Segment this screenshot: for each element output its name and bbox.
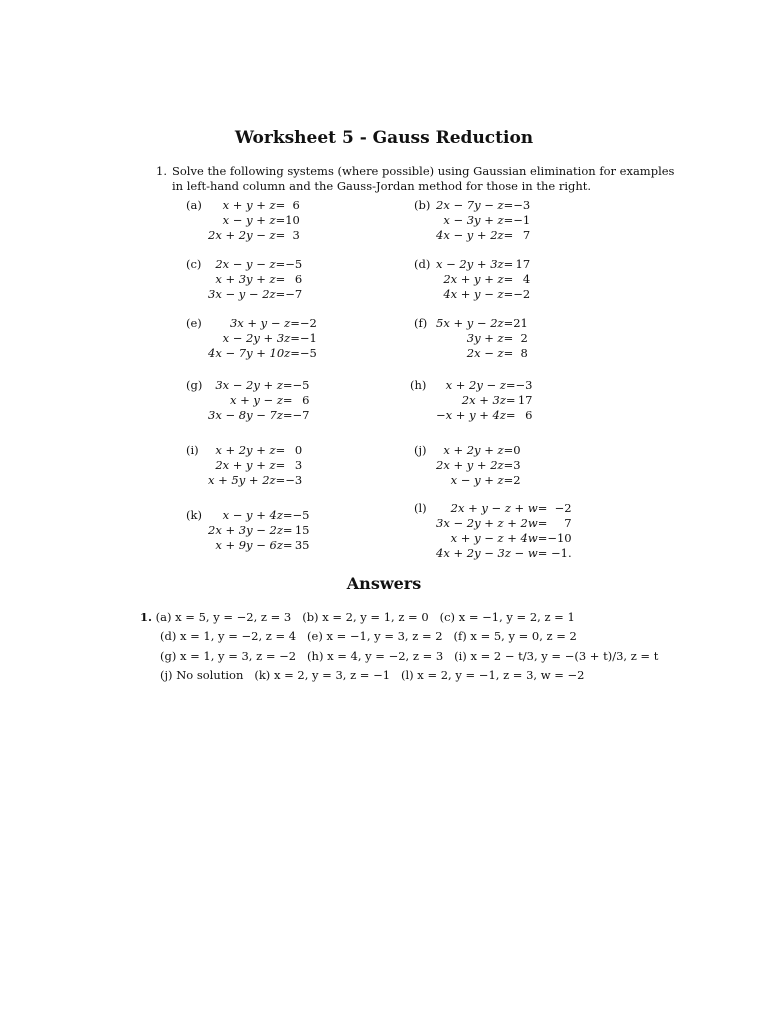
equation-eq: = xyxy=(537,531,548,545)
equation-rhs: 35 xyxy=(294,538,310,552)
equation-row xyxy=(436,378,532,393)
equation-rhs: 4 xyxy=(522,272,531,286)
equation-row xyxy=(436,393,532,408)
equation-eq: = xyxy=(503,458,514,472)
equation-row xyxy=(208,272,302,287)
equation-eq: = xyxy=(275,458,286,472)
equation-lhs: x + y − z xyxy=(229,393,283,407)
equation-lhs: x − 2y + 3z xyxy=(436,257,504,271)
equation-lhs: 5x + y − 2z xyxy=(436,316,504,330)
equation-row xyxy=(208,198,300,213)
equation-eq: = xyxy=(503,287,514,301)
equation-row xyxy=(208,378,309,393)
equation-row xyxy=(436,287,530,302)
equation-eq: = xyxy=(503,346,514,360)
system-label: (j) xyxy=(414,443,427,457)
equation-eq: = xyxy=(505,393,516,407)
equation-rhs: −2 xyxy=(299,316,317,330)
equation-eq: = xyxy=(503,272,514,286)
equation-row xyxy=(436,408,532,423)
equation-rhs: 3 xyxy=(513,458,521,472)
equation-eq: = xyxy=(505,408,516,422)
equation-lhs: 3x − 8y − 7z xyxy=(208,408,283,422)
equation-lhs: 3x + y − z xyxy=(229,316,291,330)
equation-eq: = xyxy=(537,516,548,530)
equation-lhs: 4x + 2y − 3z − w xyxy=(436,546,538,560)
equation-table xyxy=(436,198,530,243)
equation-lhs: −x + y + 4z xyxy=(436,408,506,422)
system-label: (i) xyxy=(186,443,199,457)
system-label: (g) xyxy=(186,378,203,392)
system-label: (a) xyxy=(186,198,202,212)
equation-rhs: 2 xyxy=(513,473,521,487)
equation-table xyxy=(208,257,302,302)
equation-lhs: 2x + y + 2z xyxy=(436,458,504,472)
equation-rhs: 6 xyxy=(294,272,303,286)
equation-lhs: x + 3y + z xyxy=(215,272,276,286)
equation-table xyxy=(436,443,521,488)
equation-lhs: 2x + y + z xyxy=(443,272,504,286)
system-label: (k) xyxy=(186,508,202,522)
equation-table xyxy=(436,257,530,302)
equation-lhs: x − y + z xyxy=(222,213,276,227)
equation-lhs: x + y + z xyxy=(222,198,276,212)
equation-table xyxy=(436,501,572,561)
equation-lhs: x + 5y + 2z xyxy=(208,473,276,487)
equation-table xyxy=(208,508,309,553)
equation-row xyxy=(208,213,300,228)
equation-row xyxy=(208,257,302,272)
equation-eq: = xyxy=(503,331,514,345)
equation-rhs: −3 xyxy=(515,378,533,392)
equation-eq: = xyxy=(537,546,548,560)
equation-eq: = xyxy=(275,228,286,242)
equation-row xyxy=(436,546,572,561)
equation-rhs: −5 xyxy=(285,257,303,271)
equation-lhs: x + y − z + 4w xyxy=(450,531,538,545)
equation-lhs: 4x − y + 2z xyxy=(436,228,504,242)
equation-eq: = xyxy=(275,257,286,271)
equation-rhs: −1. xyxy=(551,546,572,560)
system-label: (h) xyxy=(410,378,427,392)
system-label: (d) xyxy=(414,257,431,271)
equation-rhs: 17 xyxy=(517,393,533,407)
equation-table xyxy=(208,198,300,243)
equation-rhs: −2 xyxy=(554,501,572,515)
equation-row xyxy=(208,508,309,523)
equation-eq: = xyxy=(503,316,514,330)
equation-eq: = xyxy=(275,287,286,301)
equation-table xyxy=(208,443,302,488)
equation-lhs: 2x + y + z xyxy=(215,458,276,472)
equation-row xyxy=(208,287,302,302)
equation-lhs: 4x + y − z xyxy=(443,287,504,301)
system-label: (c) xyxy=(186,257,202,271)
equation-row xyxy=(436,272,530,287)
equation-lhs: 2x − 7y − z xyxy=(436,198,504,212)
equation-lhs: x + 2y − z xyxy=(445,378,506,392)
equation-eq: = xyxy=(275,473,286,487)
equation-lhs: x + 2y + z xyxy=(443,443,504,457)
equation-rhs: 15 xyxy=(294,523,310,537)
equation-lhs: 2x − y − z xyxy=(215,257,276,271)
equation-rhs: 7 xyxy=(522,228,531,242)
equation-row xyxy=(208,393,309,408)
equation-row xyxy=(436,443,521,458)
equation-row xyxy=(208,538,309,553)
equation-row xyxy=(436,346,528,361)
equation-eq: = xyxy=(275,213,286,227)
answers-title: Answers xyxy=(346,574,422,593)
equation-rhs: −10 xyxy=(547,531,572,545)
equation-row xyxy=(208,473,302,488)
equation-eq: = xyxy=(282,378,293,392)
equation-lhs: 3x − 2y + z + 2w xyxy=(436,516,538,530)
equation-row xyxy=(208,458,302,473)
equation-row xyxy=(208,228,300,243)
equation-row xyxy=(208,443,302,458)
equation-rhs: 8 xyxy=(520,346,528,360)
equation-rhs: 6 xyxy=(302,393,310,407)
equation-rhs: −7 xyxy=(285,287,303,301)
answer-line: (g) x = 1, y = 3, z = −2 (h) x = 4, y = −2, z = 3 (i) x = 2 − t/3, y = −(3 + t)/3, z = t xyxy=(160,649,659,663)
equation-row xyxy=(436,257,530,272)
equation-eq: = xyxy=(503,228,514,242)
equation-rhs: 3 xyxy=(294,458,303,472)
equation-lhs: 3x − y − 2z xyxy=(208,287,276,301)
answers-number: 1. xyxy=(140,610,153,624)
equation-row xyxy=(436,458,521,473)
equation-table xyxy=(436,316,528,361)
equation-row xyxy=(436,198,530,213)
equation-rhs: 3 xyxy=(292,228,300,242)
equation-rhs: 0 xyxy=(294,443,303,457)
system-label: (b) xyxy=(414,198,431,212)
equation-row xyxy=(436,473,521,488)
equation-eq: = xyxy=(282,508,293,522)
equation-lhs: 3y + z xyxy=(466,331,504,345)
answer-line xyxy=(140,610,575,624)
equation-rhs: 17 xyxy=(515,257,531,271)
equation-eq: = xyxy=(275,443,286,457)
equation-eq: = xyxy=(537,501,548,515)
equation-rhs: −7 xyxy=(292,408,310,422)
equation-eq: = xyxy=(290,346,300,360)
equation-row xyxy=(436,228,530,243)
equation-rhs: 10 xyxy=(285,213,300,227)
equation-rhs: 21 xyxy=(513,316,528,330)
equation-eq: = xyxy=(503,257,514,271)
equation-rhs: −3 xyxy=(513,198,531,212)
equation-lhs: x − y + 4z xyxy=(222,508,283,522)
equation-rhs: 0 xyxy=(513,443,521,457)
equation-rhs: 2 xyxy=(520,331,528,345)
equation-eq: = xyxy=(503,213,514,227)
equation-eq: = xyxy=(503,198,514,212)
equation-row xyxy=(208,316,317,331)
equation-lhs: x − 2y + 3z xyxy=(222,331,291,345)
equation-row xyxy=(208,523,309,538)
equation-table xyxy=(208,316,317,361)
answer-line: (j) No solution (k) x = 2, y = 3, z = −1 (l) x = 2, y = −1, z = 3, w = −2 xyxy=(160,668,585,682)
system-label: (f) xyxy=(414,316,428,330)
equation-rhs: −1 xyxy=(513,213,531,227)
equation-row xyxy=(436,316,528,331)
equation-lhs: x + 2y + z xyxy=(215,443,276,457)
equation-rhs: 6 xyxy=(525,408,533,422)
equation-lhs: 2x + 3y − 2z xyxy=(208,523,283,537)
instruction-text: Solve the following systems (where possible) using Gaussian elimination for examples in left-hand column and the Gauss-Jordan method for those in the right. xyxy=(172,164,675,193)
instruction xyxy=(156,164,676,194)
equation-eq: = xyxy=(275,198,286,212)
system-label: (l) xyxy=(414,501,427,515)
answer-line: (d) x = 1, y = −2, z = 4 (e) x = −1, y = 3, z = 2 (f) x = 5, y = 0, z = 2 xyxy=(160,629,577,643)
equation-table xyxy=(436,378,532,423)
equation-lhs: x + 9y − 6z xyxy=(215,538,283,552)
equation-rhs: −5 xyxy=(292,508,310,522)
equation-table xyxy=(208,378,309,423)
equation-row xyxy=(208,331,317,346)
equation-eq: = xyxy=(282,538,293,552)
equation-row xyxy=(436,501,572,516)
equation-lhs: 2x + 2y − z xyxy=(208,228,276,242)
equation-rhs: −2 xyxy=(513,287,531,301)
equation-rhs: −5 xyxy=(292,378,310,392)
equation-lhs: 2x + 3z xyxy=(461,393,506,407)
equation-rhs: −3 xyxy=(285,473,303,487)
equation-eq: = xyxy=(282,523,293,537)
equation-eq: = xyxy=(290,331,300,345)
answer-text: (a) x = 5, y = −2, z = 3 (b) x = 2, y = 1, z = 0 (c) x = −1, y = 2, z = 1 xyxy=(155,610,575,624)
equation-lhs: 2x − z xyxy=(466,346,504,360)
system-label: (e) xyxy=(186,316,202,330)
equation-eq: = xyxy=(503,443,514,457)
equation-rhs: −5 xyxy=(299,346,317,360)
equation-row xyxy=(436,531,572,546)
equation-eq: = xyxy=(290,316,300,330)
equation-row xyxy=(436,516,572,531)
equation-eq: = xyxy=(282,393,293,407)
equation-rhs: 7 xyxy=(564,516,572,530)
equation-lhs: 4x − 7y + 10z xyxy=(208,346,291,360)
equation-lhs: x − 3y + z xyxy=(443,213,504,227)
equation-eq: = xyxy=(503,473,514,487)
equation-eq: = xyxy=(282,408,293,422)
equation-lhs: 2x + y − z + w xyxy=(450,501,538,515)
equation-row xyxy=(436,331,528,346)
equation-rhs: −1 xyxy=(299,331,317,345)
equation-eq: = xyxy=(275,272,286,286)
equation-row xyxy=(208,408,309,423)
equation-row xyxy=(436,213,530,228)
worksheet-title: Worksheet 5 - Gauss Reduction xyxy=(234,128,534,148)
equation-lhs: 3x − 2y + z xyxy=(215,378,283,392)
equation-eq: = xyxy=(505,378,516,392)
equation-lhs: x − y + z xyxy=(450,473,504,487)
equation-rhs: 6 xyxy=(292,198,300,212)
instruction-number: 1. xyxy=(156,164,167,178)
equation-row xyxy=(208,346,317,361)
